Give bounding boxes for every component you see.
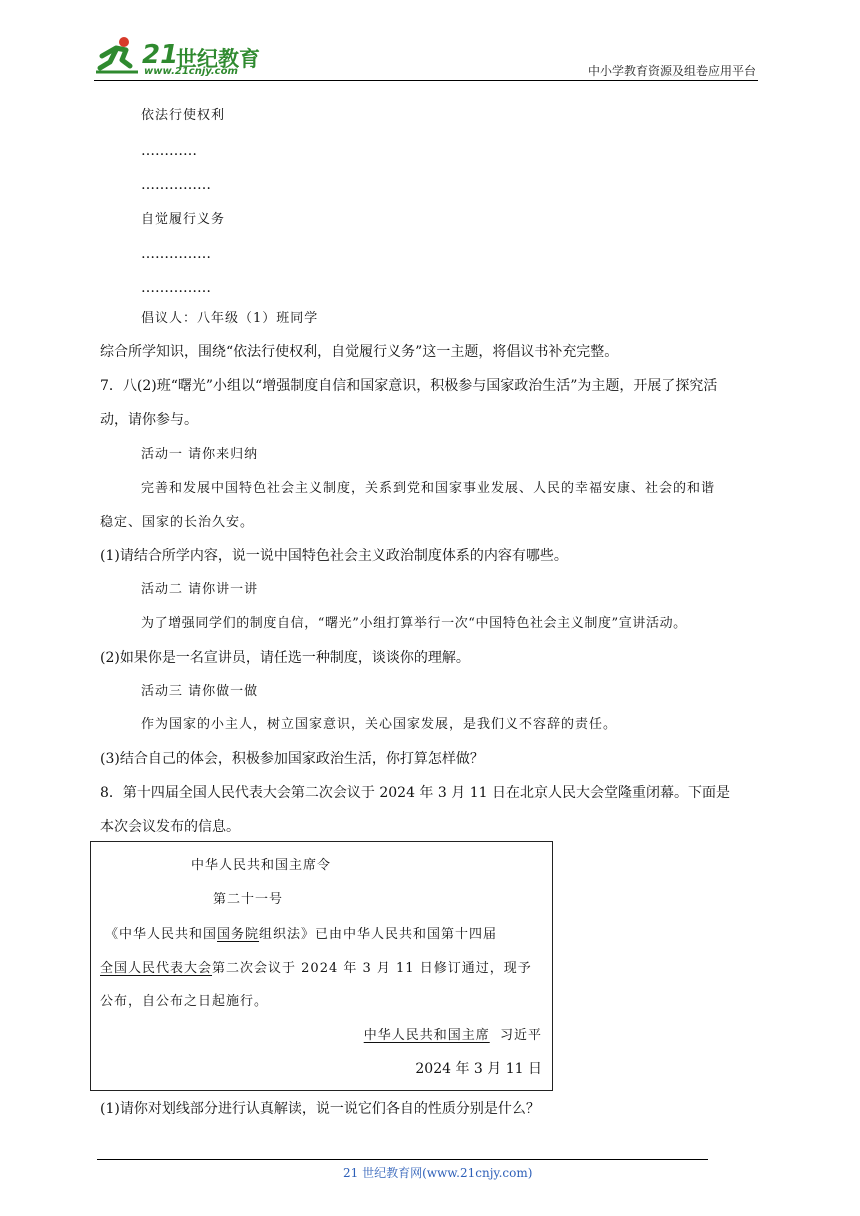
underlined-npc: 全国人民代表大会 (100, 961, 213, 976)
q8-intro: 8．第十四届全国人民代表大会第二次会议于 2024 年 3 月 11 日在北京人民大会堂隆重闭幕。下面是 (100, 785, 730, 801)
activity-1-text-cont: 稳定、国家的长治久安。 (100, 515, 255, 530)
proposal-line-duties: 自觉履行义务 (141, 212, 226, 227)
order-body-line2: 全国人民代表大会第二次会议于 2024 年 3 月 11 日修订通过，现予 (100, 961, 532, 976)
activity-1-text: 完善和发展中国特色社会主义制度，关系到党和国家事业发展、人民的幸福安康、社会的和谐 (141, 481, 716, 496)
order-body-line1: 《中华人民共和国国务院组织法》已由中华人民共和国第十四届 (105, 927, 498, 942)
activity-2-title: 活动二 请你讲一讲 (141, 582, 259, 597)
q8-intro-cont: 本次会议发布的信息。 (100, 819, 240, 835)
q7-sub1: (1)请结合所学内容，说一说中国特色社会主义政治制度体系的内容有哪些。 (100, 548, 568, 564)
underlined-state-council: 国务院 (217, 927, 260, 942)
logo-text: 世纪教育 (176, 47, 260, 71)
q7-intro: 7．八(2)班“曙光”小组以“增强制度自信和国家意识，积极参与国家政治生活”为主题，开展了探究活 (100, 378, 718, 394)
footer-divider (97, 1159, 708, 1160)
order-title: 中华人民共和国主席令 (191, 858, 332, 873)
logo (94, 36, 264, 78)
proposal-line-rights: 依法行使权利 (141, 108, 226, 123)
proposal-ellipsis: ………… (141, 143, 197, 159)
header-divider (94, 80, 758, 81)
q7-intro-cont: 动，请你参与。 (100, 412, 198, 428)
logo-url: www.21cnjy.com (144, 66, 238, 77)
order-date: 2024 年 3 月 11 日 (415, 1061, 542, 1077)
runner-logo-icon (94, 36, 140, 76)
activity-2-text: 为了增强同学们的制度自信，“曙光”小组打算举行一次“中国特色社会主义制度”宣讲活动。 (141, 616, 687, 631)
proposal-ellipsis: …………… (141, 280, 211, 296)
activity-3-title: 活动三 请你做一做 (141, 684, 259, 699)
q8-sub1: (1)请你对划线部分进行认真解读，说一说它们各自的性质分别是什么？ (100, 1101, 540, 1117)
order-number: 第二十一号 (213, 892, 284, 907)
activity-3-text: 作为国家的小主人，树立国家意识，关心国家发展，是我们义不容辞的责任。 (141, 717, 618, 732)
underlined-president: 中华人民共和国主席 (363, 1028, 490, 1043)
order-signer: 中华人民共和国主席 习近平 (363, 1028, 542, 1043)
q7-sub2: (2)如果你是一名宣讲员，请任选一种制度，谈谈你的理解。 (100, 650, 470, 666)
platform-name: 中小学教育资源及组卷应用平台 (587, 64, 756, 78)
presidential-order-box (90, 841, 553, 1091)
proposal-signer: 倡议人：八年级（1）班同学 (141, 311, 319, 326)
activity-1-title: 活动一 请你来归纳 (141, 447, 259, 462)
proposal-ellipsis: …………… (141, 177, 211, 193)
footer-text: 21 世纪教育网(www.21cnjy.com) (343, 1166, 533, 1180)
order-body-line3: 公布，自公布之日起施行。 (100, 994, 269, 1009)
proposal-ellipsis: …………… (141, 246, 211, 262)
proposal-instruction: 综合所学知识，围绕“依法行使权利，自觉履行义务”这一主题，将倡议书补充完整。 (100, 344, 619, 360)
q7-sub3: (3)结合自己的体会，积极参加国家政治生活，你打算怎样做？ (100, 751, 484, 767)
logo-number: 21 (142, 40, 179, 70)
